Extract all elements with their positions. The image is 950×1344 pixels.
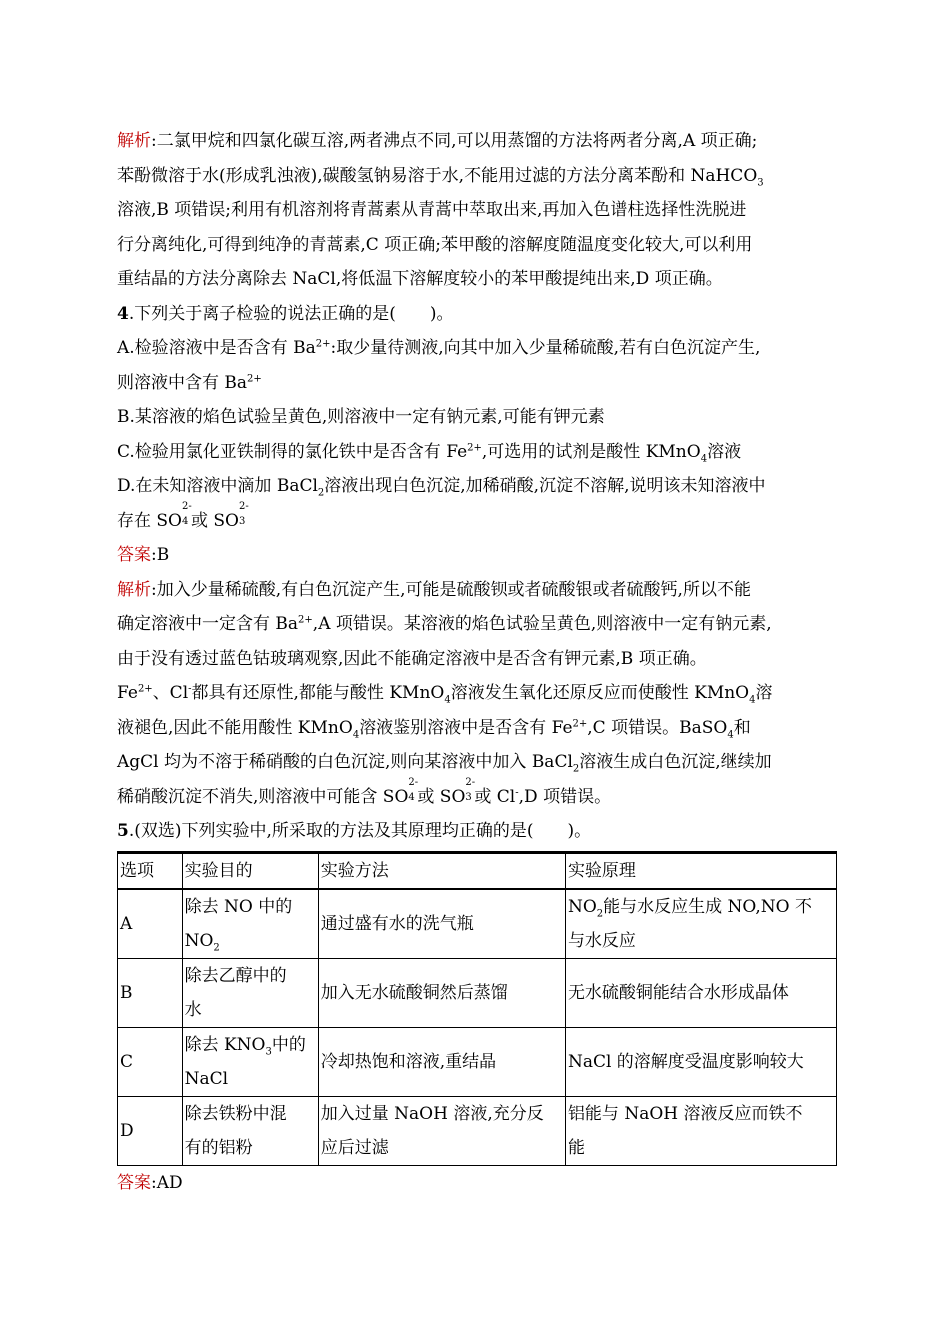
- q4-option-c: C.检验用氯化亚铁制得的氯化铁中是否含有 $Fe^{2+}$,可选用的试剂是酸性 KMnO$_4$溶液: [117, 441, 742, 464]
- q3-analysis-line-1: 解析:二氯甲烷和四氯化碳互溶,两者沸点不同,可以用蒸馏的方法将两者分离,A 项正确;: [117, 131, 758, 151]
- q4-analysis-line-7: 稀硝酸沉淀不消失,则溶液中可能含 SO 2- 4 或 SO 2- 3 或 Cl-,D 项错误。: [117, 776, 612, 807]
- header-goal: 实验目的: [182, 852, 318, 889]
- header-method: 实验方法: [318, 852, 565, 889]
- row-principle: $NO_2$能与水反应生成 NO,NO 不 与水反应: [565, 889, 836, 959]
- row-method: 加入无水硫酸铜然后蒸馏: [318, 958, 565, 1027]
- row-method: 通过盛有水的洗气瓶: [318, 889, 565, 959]
- q3-analysis-line-5: 重结晶的方法分离除去 NaCl,将低温下溶解度较小的苯甲酸提纯出来,D 项正确。: [117, 269, 723, 289]
- q3-analysis-line-4: 行分离纯化,可得到纯净的青蒿素,C 项正确;苯甲酸的溶解度随温度变化较大,可以利用: [117, 234, 753, 255]
- q4-analysis-line-5: 液褪色,因此不能用酸性 KMnO$_4$溶液鉴别溶液中是否含有 $Fe^{2+},C$ 项错误。BaSO$_4$和: [117, 717, 751, 740]
- row-option: D: [118, 1096, 183, 1165]
- row-goal: 除去乙醇中的 水: [182, 958, 318, 1027]
- q3-analysis-line-3: 溶液,B 项错误;利用有机溶剂将青蒿素从青蒿中萃取出来,再加入色谱柱选择性洗脱进: [117, 200, 747, 220]
- row-goal: 除去 $KNO_3$中的 NaCl: [182, 1027, 318, 1096]
- row-principle: NaCl 的溶解度受温度影响较大: [565, 1027, 836, 1096]
- experiment-table: [117, 851, 837, 1166]
- header-principle: 实验原理: [565, 852, 836, 889]
- q4-analysis-line-3: 由于没有透过蓝色钴玻璃观察,因此不能确定溶液中是否含有钾元素,B 项正确。: [117, 648, 707, 669]
- q4-option-a: A.检验溶液中是否含有 $Ba^{2+}$:取少量待测液,向其中加入少量稀硫酸,若有白色沉淀产生,: [117, 338, 761, 358]
- table-row: [118, 1096, 837, 1165]
- row-goal: 除去铁粉中混 有的铝粉: [182, 1096, 318, 1165]
- row-method: 加入过量 NaOH 溶液,充分反 应后过滤: [318, 1096, 565, 1165]
- row-option: C: [118, 1027, 183, 1096]
- q4-analysis-line-2: 确定溶液中一定含有 $Ba^{2+},A$ 项错误。某溶液的焰色试验呈黄色,则溶液中一定有钠元素,: [117, 614, 772, 634]
- q5-stem: 5.(双选)下列实验中,所采取的方法及其原理均正确的是( )。: [117, 821, 592, 841]
- row-option: B: [118, 958, 183, 1027]
- q3-analysis-line-2: 苯酚微溶于水(形成乳浊液),碳酸氢钠易溶于水,不能用过滤的方法分离苯酚和 NaHCO$_3$: [117, 165, 764, 188]
- header-option: 选项: [118, 852, 183, 889]
- document-page: [117, 124, 835, 1200]
- q4-analysis-line-1: 解析:加入少量稀硫酸,有白色沉淀产生,可能是硫酸钡或者硫酸银或者硫酸钙,所以不能: [117, 579, 751, 600]
- table-row: [118, 889, 837, 959]
- q4-stem: 4.下列关于离子检验的说法正确的是( )。: [117, 303, 454, 324]
- q5-answer: 答案:AD: [117, 1172, 183, 1193]
- table-header-row: [118, 852, 837, 889]
- table-row: [118, 1027, 837, 1096]
- row-principle: 无水硫酸铜能结合水形成晶体: [565, 958, 836, 1027]
- q4-analysis-line-4: $Fe^{2+}$、Cl-都具有还原性,都能与酸性 KMnO$_4$溶液发生氧化还原反应而使酸性 KMnO$_4$溶: [117, 683, 773, 706]
- row-principle: 铝能与 NaOH 溶液反应而铁不 能: [565, 1096, 836, 1165]
- row-goal: 除去 NO 中的 $NO_2$: [182, 889, 318, 959]
- q4-option-d-cont: 存在 SO 2- 4 或 SO 2- 3: [117, 500, 249, 531]
- q4-analysis-line-6: AgCl 均为不溶于稀硝酸的白色沉淀,则向某溶液中加入 BaCl$_2$溶液生成白色沉淀,继续加: [117, 752, 772, 775]
- q4-option-d: D.在未知溶液中滴加 BaCl$_2$溶液出现白色沉淀,加稀硝酸,沉淀不溶解,说明该未知溶液中: [117, 476, 766, 499]
- q4-option-b: B.某溶液的焰色试验呈黄色,则溶液中一定有钠元素,可能有钾元素: [117, 407, 605, 427]
- row-option: A: [118, 889, 183, 959]
- q4-option-a-cont: 则溶液中含有 $Ba^{2+}$: [117, 372, 262, 393]
- analysis-label: 解析: [117, 131, 151, 151]
- table-row: [118, 958, 837, 1027]
- q4-answer: 答案:B: [117, 545, 170, 565]
- row-method: 冷却热饱和溶液,重结晶: [318, 1027, 565, 1096]
